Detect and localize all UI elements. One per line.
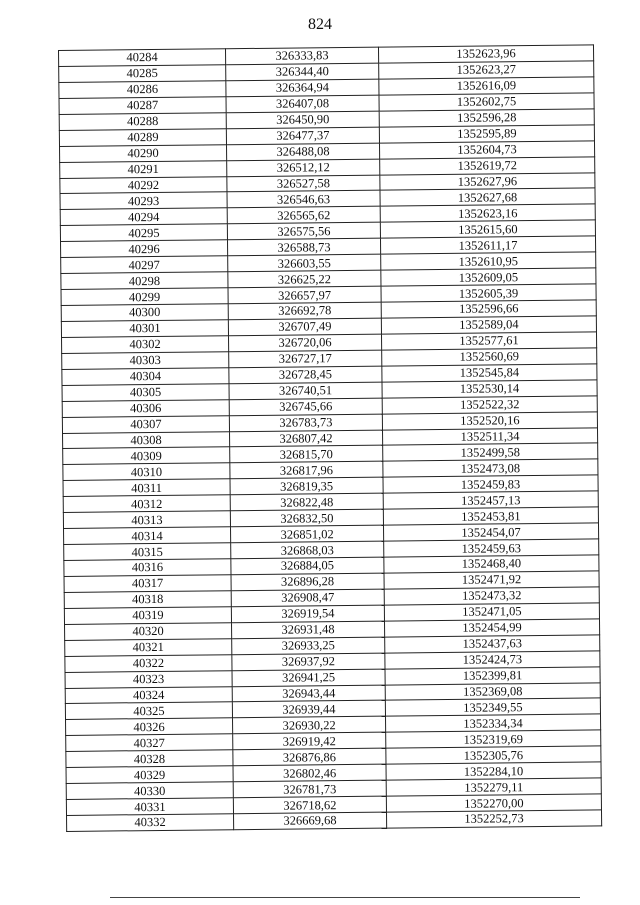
x-coordinate-cell: 326807,42: [230, 430, 383, 448]
x-coordinate-cell: 326669,68: [234, 812, 387, 830]
y-coordinate-cell: 1352473,32: [384, 587, 599, 605]
point-number-cell: 40310: [63, 463, 230, 481]
point-number-cell: 40307: [62, 415, 229, 433]
y-coordinate-cell: 1352499,58: [383, 443, 598, 461]
y-coordinate-cell: 1352334,34: [385, 714, 600, 732]
point-number-cell: 40304: [62, 367, 229, 385]
point-number-cell: 40327: [66, 734, 233, 752]
x-coordinate-cell: 326728,45: [229, 366, 382, 384]
x-coordinate-cell: 326450,90: [226, 111, 379, 129]
y-coordinate-cell: 1352284,10: [386, 762, 601, 780]
point-number-cell: 40305: [62, 383, 229, 401]
x-coordinate-cell: 326896,28: [231, 573, 384, 591]
point-number-cell: 40291: [60, 160, 227, 178]
point-number-cell: 40312: [63, 495, 230, 513]
x-coordinate-cell: 326933,25: [232, 637, 385, 655]
x-coordinate-cell: 326783,73: [229, 414, 382, 432]
point-number-cell: 40320: [65, 622, 232, 640]
x-coordinate-cell: 326908,47: [231, 589, 384, 607]
y-coordinate-cell: 1352577,61: [381, 332, 596, 350]
x-coordinate-cell: 326546,63: [227, 191, 380, 209]
page-number: 824: [308, 16, 332, 33]
y-coordinate-cell: 1352605,39: [381, 284, 596, 302]
point-number-cell: 40314: [64, 527, 231, 545]
y-coordinate-cell: 1352602,75: [379, 93, 594, 111]
x-coordinate-cell: 326407,08: [226, 95, 379, 113]
point-number-cell: 40287: [59, 97, 226, 115]
y-coordinate-cell: 1352623,96: [378, 45, 593, 63]
point-number-cell: 40315: [64, 543, 231, 561]
point-number-cell: 40294: [60, 208, 227, 226]
point-number-cell: 40299: [61, 288, 228, 306]
point-number-cell: 40288: [59, 112, 226, 130]
x-coordinate-cell: 326815,70: [230, 446, 383, 464]
y-coordinate-cell: 1352595,89: [379, 125, 594, 143]
y-coordinate-cell: 1352596,28: [379, 109, 594, 127]
x-coordinate-cell: 326819,35: [230, 477, 383, 495]
y-coordinate-cell: 1352279,11: [386, 778, 601, 796]
y-coordinate-cell: 1352459,83: [383, 475, 598, 493]
x-coordinate-cell: 326707,49: [228, 318, 381, 336]
y-coordinate-cell: 1352627,68: [380, 188, 595, 206]
y-coordinate-cell: 1352522,32: [382, 395, 597, 413]
point-number-cell: 40296: [61, 240, 228, 258]
x-coordinate-cell: 326565,62: [227, 207, 380, 225]
y-coordinate-cell: 1352305,76: [386, 746, 601, 764]
point-number-cell: 40330: [66, 782, 233, 800]
y-coordinate-cell: 1352627,96: [380, 172, 595, 190]
x-coordinate-cell: 326527,58: [227, 175, 380, 193]
x-coordinate-cell: 326822,48: [230, 493, 383, 511]
point-number-cell: 40331: [66, 798, 233, 816]
x-coordinate-cell: 326718,62: [233, 796, 386, 814]
x-coordinate-cell: 326740,51: [229, 382, 382, 400]
y-coordinate-cell: 1352511,34: [382, 427, 597, 445]
point-number-cell: 40324: [65, 686, 232, 704]
point-number-cell: 40290: [60, 144, 227, 162]
y-coordinate-cell: 1352252,73: [386, 810, 601, 828]
coordinates-table: [58, 44, 602, 832]
y-coordinate-cell: 1352530,14: [382, 380, 597, 398]
point-number-cell: 40323: [65, 670, 232, 688]
x-coordinate-cell: 326851,02: [231, 525, 384, 543]
x-coordinate-cell: 326781,73: [233, 780, 386, 798]
x-coordinate-cell: 326588,73: [227, 238, 380, 256]
x-coordinate-cell: 326625,22: [228, 270, 381, 288]
x-coordinate-cell: 326575,56: [227, 222, 380, 240]
point-number-cell: 40295: [60, 224, 227, 242]
x-coordinate-cell: 326512,12: [227, 159, 380, 177]
x-coordinate-cell: 326943,44: [232, 685, 385, 703]
y-coordinate-cell: 1352457,13: [383, 491, 598, 509]
point-number-cell: 40285: [59, 65, 226, 83]
point-number-cell: 40306: [62, 399, 229, 417]
y-coordinate-cell: 1352623,27: [379, 61, 594, 79]
y-coordinate-cell: 1352589,04: [381, 316, 596, 334]
coordinates-table-body: [59, 45, 602, 831]
y-coordinate-cell: 1352471,05: [384, 603, 599, 621]
y-coordinate-cell: 1352270,00: [386, 794, 601, 812]
y-coordinate-cell: 1352459,63: [384, 539, 599, 557]
y-coordinate-cell: 1352520,16: [382, 411, 597, 429]
y-coordinate-cell: 1352437,63: [385, 635, 600, 653]
point-number-cell: 40318: [64, 591, 231, 609]
point-number-cell: 40309: [63, 447, 230, 465]
y-coordinate-cell: 1352453,81: [383, 507, 598, 525]
x-coordinate-cell: 326692,78: [228, 302, 381, 320]
x-coordinate-cell: 326745,66: [229, 398, 382, 416]
y-coordinate-cell: 1352473,08: [383, 459, 598, 477]
y-coordinate-cell: 1352349,55: [385, 698, 600, 716]
y-coordinate-cell: 1352619,72: [380, 156, 595, 174]
point-number-cell: 40311: [63, 479, 230, 497]
point-number-cell: 40319: [64, 607, 231, 625]
y-coordinate-cell: 1352545,84: [382, 364, 597, 382]
point-number-cell: 40308: [63, 431, 230, 449]
x-coordinate-cell: 326802,46: [233, 764, 386, 782]
y-coordinate-cell: 1352424,73: [385, 650, 600, 668]
y-coordinate-cell: 1352369,08: [385, 682, 600, 700]
x-coordinate-cell: 326657,97: [228, 286, 381, 304]
x-coordinate-cell: 326727,17: [229, 350, 382, 368]
x-coordinate-cell: 326884,05: [231, 557, 384, 575]
x-coordinate-cell: 326603,55: [228, 254, 381, 272]
y-coordinate-cell: 1352610,95: [381, 252, 596, 270]
x-coordinate-cell: 326364,94: [226, 79, 379, 97]
x-coordinate-cell: 326939,44: [232, 701, 385, 719]
point-number-cell: 40300: [61, 304, 228, 322]
x-coordinate-cell: 326919,54: [231, 605, 384, 623]
y-coordinate-cell: 1352319,69: [386, 730, 601, 748]
point-number-cell: 40297: [61, 256, 228, 274]
x-coordinate-cell: 326720,06: [229, 334, 382, 352]
x-coordinate-cell: 326817,96: [230, 461, 383, 479]
point-number-cell: 40325: [65, 702, 232, 720]
y-coordinate-cell: 1352596,66: [381, 300, 596, 318]
y-coordinate-cell: 1352454,07: [383, 523, 598, 541]
y-coordinate-cell: 1352615,60: [380, 220, 595, 238]
point-number-cell: 40303: [62, 352, 229, 370]
point-number-cell: 40313: [63, 511, 230, 529]
y-coordinate-cell: 1352468,40: [384, 555, 599, 573]
point-number-cell: 40302: [62, 336, 229, 354]
x-coordinate-cell: 326488,08: [226, 143, 379, 161]
bottom-rule: [110, 897, 580, 898]
x-coordinate-cell: 326919,42: [233, 732, 386, 750]
point-number-cell: 40322: [65, 654, 232, 672]
y-coordinate-cell: 1352623,16: [380, 204, 595, 222]
point-number-cell: 40298: [61, 272, 228, 290]
point-number-cell: 40316: [64, 559, 231, 577]
y-coordinate-cell: 1352560,69: [382, 348, 597, 366]
x-coordinate-cell: 326868,03: [231, 541, 384, 559]
y-coordinate-cell: 1352399,81: [385, 666, 600, 684]
y-coordinate-cell: 1352609,05: [381, 268, 596, 286]
x-coordinate-cell: 326931,48: [232, 621, 385, 639]
point-number-cell: 40301: [61, 320, 228, 338]
point-number-cell: 40332: [67, 814, 234, 832]
point-number-cell: 40284: [59, 49, 226, 67]
point-number-cell: 40328: [66, 750, 233, 768]
y-coordinate-cell: 1352611,17: [380, 236, 595, 254]
point-number-cell: 40293: [60, 192, 227, 210]
y-coordinate-cell: 1352454,99: [384, 619, 599, 637]
point-number-cell: 40286: [59, 81, 226, 99]
y-coordinate-cell: 1352471,92: [384, 571, 599, 589]
y-coordinate-cell: 1352604,73: [379, 141, 594, 159]
point-number-cell: 40289: [59, 128, 226, 146]
x-coordinate-cell: 326344,40: [226, 63, 379, 81]
point-number-cell: 40329: [66, 766, 233, 784]
x-coordinate-cell: 326333,83: [225, 47, 378, 65]
x-coordinate-cell: 326930,22: [233, 716, 386, 734]
x-coordinate-cell: 326876,86: [233, 748, 386, 766]
point-number-cell: 40321: [65, 638, 232, 656]
x-coordinate-cell: 326477,37: [226, 127, 379, 145]
point-number-cell: 40317: [64, 575, 231, 593]
x-coordinate-cell: 326832,50: [230, 509, 383, 527]
x-coordinate-cell: 326941,25: [232, 669, 385, 687]
y-coordinate-cell: 1352616,09: [379, 77, 594, 95]
point-number-cell: 40326: [66, 718, 233, 736]
point-number-cell: 40292: [60, 176, 227, 194]
x-coordinate-cell: 326937,92: [232, 653, 385, 671]
